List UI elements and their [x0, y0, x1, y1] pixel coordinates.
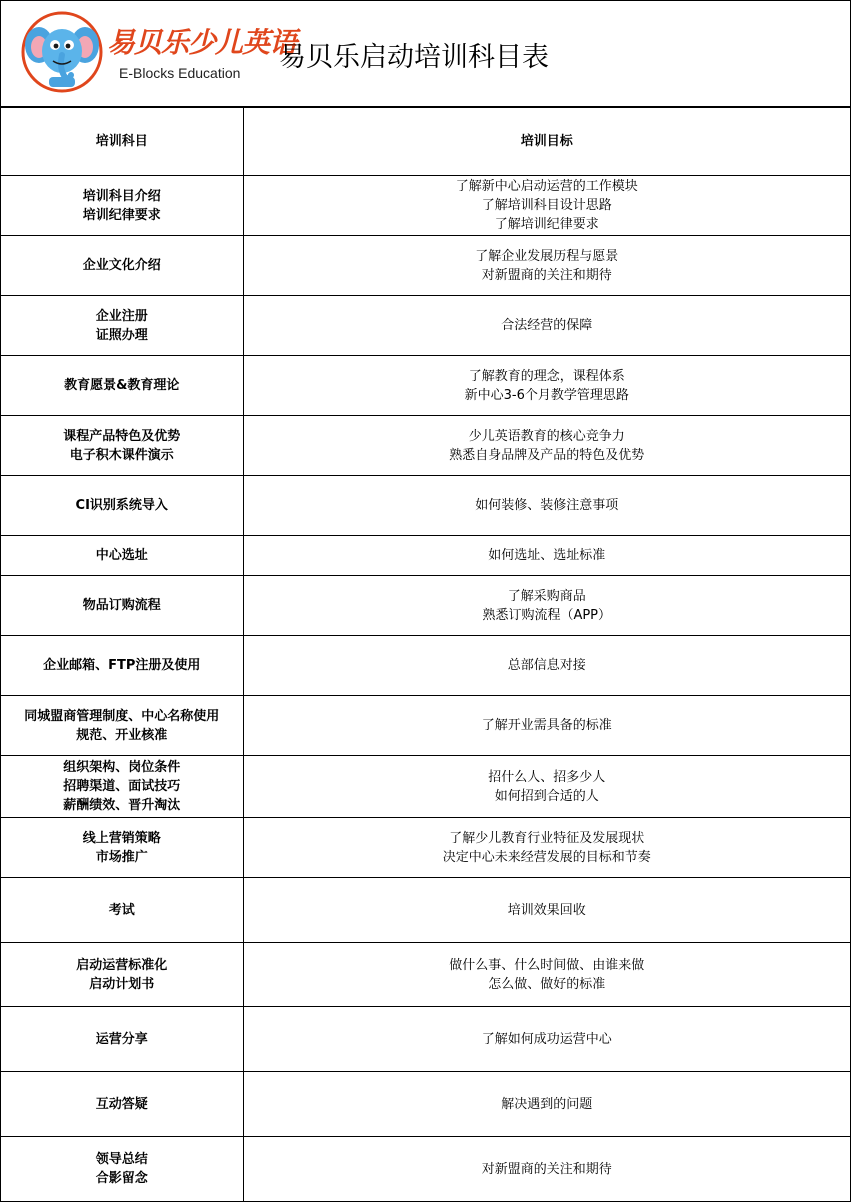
- subject-line: 启动运营标准化: [76, 957, 168, 973]
- subject-line: 运营分享: [95, 1031, 148, 1047]
- subject-line: 合影留念: [95, 1171, 148, 1187]
- subject-line: 领导总结: [95, 1152, 148, 1168]
- subject-line: 企业注册: [95, 308, 148, 324]
- goal-line: 如何招到合适的人: [494, 788, 599, 804]
- goal-line: 做什么事、什么时间做、由谁来做: [449, 957, 645, 973]
- subject-cell: [1, 416, 243, 476]
- table-row: [1, 576, 850, 636]
- subject-cell: [1, 818, 243, 878]
- training-schedule-table: [1, 107, 850, 1202]
- column-header-goal: 培训目标: [243, 108, 850, 176]
- goal-cell: [243, 696, 850, 756]
- goal-line: 少儿英语教育的核心竞争力: [468, 428, 625, 444]
- subject-cell: [1, 1072, 243, 1137]
- goal-line: 了解企业发展历程与愿景: [475, 248, 619, 264]
- subject-cell: [1, 476, 243, 536]
- subject-line: 企业文化介绍: [82, 258, 161, 273]
- logo-english-text: E-Blocks Education: [119, 65, 241, 81]
- subject-cell: [1, 696, 243, 756]
- goal-cell: [243, 576, 850, 636]
- goal-line: 如何选址、选址标准: [488, 548, 606, 563]
- elephant-mascot-icon: [21, 11, 103, 93]
- table-row: [1, 476, 850, 536]
- goal-line: 解决遇到的问题: [501, 1096, 593, 1112]
- table-row: [1, 296, 850, 356]
- goal-line: 怎么做、做好的标准: [488, 976, 606, 992]
- goal-cell: [243, 356, 850, 416]
- goal-cell: [243, 476, 850, 536]
- goal-line: 新中心3-6个月教学管理思路: [464, 387, 629, 403]
- goal-cell: [243, 943, 850, 1007]
- table-row: [1, 878, 850, 943]
- subject-line: 市场推广: [95, 849, 148, 865]
- table-row: [1, 818, 850, 878]
- subject-cell: [1, 236, 243, 296]
- goal-cell: [243, 416, 850, 476]
- subject-line: 互动答疑: [95, 1096, 148, 1112]
- table-row: [1, 943, 850, 1007]
- subject-cell: [1, 943, 243, 1007]
- subject-line: 教育愿景&教育理论: [64, 378, 180, 393]
- subject-line: CI识别系统导入: [75, 498, 168, 513]
- document-title: 易贝乐启动培训科目表: [279, 42, 549, 73]
- subject-line: 培训科目介绍: [82, 188, 161, 204]
- goal-line: 对新盟商的关注和期待: [481, 267, 612, 283]
- goal-line: 了解采购商品: [507, 588, 586, 604]
- subject-cell: [1, 756, 243, 818]
- goal-line: 了解少儿教育行业特征及发展现状: [449, 830, 645, 846]
- goal-line: 招什么人、招多少人: [488, 769, 606, 785]
- goal-cell: [243, 1072, 850, 1137]
- subject-cell: [1, 296, 243, 356]
- goal-cell: [243, 236, 850, 296]
- goal-line: 对新盟商的关注和期待: [481, 1161, 612, 1177]
- goal-cell: [243, 756, 850, 818]
- subject-line: 企业邮箱、FTP注册及使用: [43, 658, 201, 673]
- table-body: [1, 176, 850, 1202]
- goal-line: 总部信息对接: [507, 658, 586, 673]
- subject-line: 薪酬绩效、晋升淘汰: [63, 798, 181, 813]
- table-row: [1, 236, 850, 296]
- subject-line: 线上营销策略: [82, 830, 161, 846]
- goal-cell: [243, 296, 850, 356]
- goal-line: 了解开业需具备的标准: [481, 718, 612, 733]
- subject-cell: [1, 356, 243, 416]
- table-row: [1, 696, 850, 756]
- subject-line: 中心选址: [95, 548, 148, 563]
- document-header: [1, 1, 850, 107]
- goal-cell: [243, 176, 850, 236]
- subject-line: 组织架构、岗位条件: [63, 760, 181, 775]
- table-row: [1, 1007, 850, 1072]
- company-logo: [21, 11, 297, 93]
- subject-line: 培训纪律要求: [82, 207, 161, 223]
- table-row: [1, 536, 850, 576]
- goal-line: 如何装修、装修注意事项: [475, 498, 619, 513]
- goal-cell: [243, 1007, 850, 1072]
- goal-line: 了解培训科目设计思路: [481, 198, 612, 213]
- logo-chinese-text: 易贝乐少儿英语: [107, 26, 297, 59]
- subject-cell: [1, 536, 243, 576]
- goal-line: 了解培训纪律要求: [494, 217, 599, 232]
- subject-cell: [1, 878, 243, 943]
- goal-cell: [243, 1137, 850, 1202]
- goal-line: 决定中心未来经营发展的目标和节奏: [442, 849, 651, 865]
- column-header-subject: 培训科目: [1, 108, 243, 176]
- subject-line: 物品订购流程: [82, 598, 161, 613]
- goal-line: 了解教育的理念，课程体系: [468, 368, 625, 384]
- subject-line: 同城盟商管理制度、中心名称使用: [24, 708, 220, 724]
- table-row: [1, 1072, 850, 1137]
- table-row: [1, 636, 850, 696]
- subject-cell: [1, 1137, 243, 1202]
- goal-line: 熟悉订购流程（APP）: [482, 607, 612, 623]
- goal-cell: [243, 818, 850, 878]
- table-row: [1, 416, 850, 476]
- subject-line: 课程产品特色及优势: [63, 428, 181, 444]
- subject-cell: [1, 576, 243, 636]
- table-row: [1, 356, 850, 416]
- goal-line: 了解新中心启动运营的工作模块: [455, 179, 638, 194]
- subject-cell: [1, 1007, 243, 1072]
- table-row: [1, 176, 850, 236]
- goal-line: 熟悉自身品牌及产品的特色及优势: [449, 447, 645, 463]
- goal-line: 合法经营的保障: [501, 318, 593, 333]
- goal-cell: [243, 536, 850, 576]
- goal-cell: [243, 636, 850, 696]
- goal-cell: [243, 878, 850, 943]
- subject-line: 证照办理: [95, 327, 148, 343]
- subject-line: 规范、开业核准: [76, 727, 168, 743]
- subject-line: 考试: [108, 902, 135, 918]
- goal-line: 培训效果回收: [507, 902, 586, 918]
- goal-line: 了解如何成功运营中心: [481, 1031, 612, 1047]
- subject-cell: [1, 176, 243, 236]
- table-row: [1, 756, 850, 818]
- subject-cell: [1, 636, 243, 696]
- table-header-row: [1, 108, 850, 176]
- subject-line: 电子积木课件演示: [69, 447, 174, 463]
- subject-line: 启动计划书: [89, 976, 155, 992]
- subject-line: 招聘渠道、面试技巧: [63, 779, 181, 794]
- table-row: [1, 1137, 850, 1202]
